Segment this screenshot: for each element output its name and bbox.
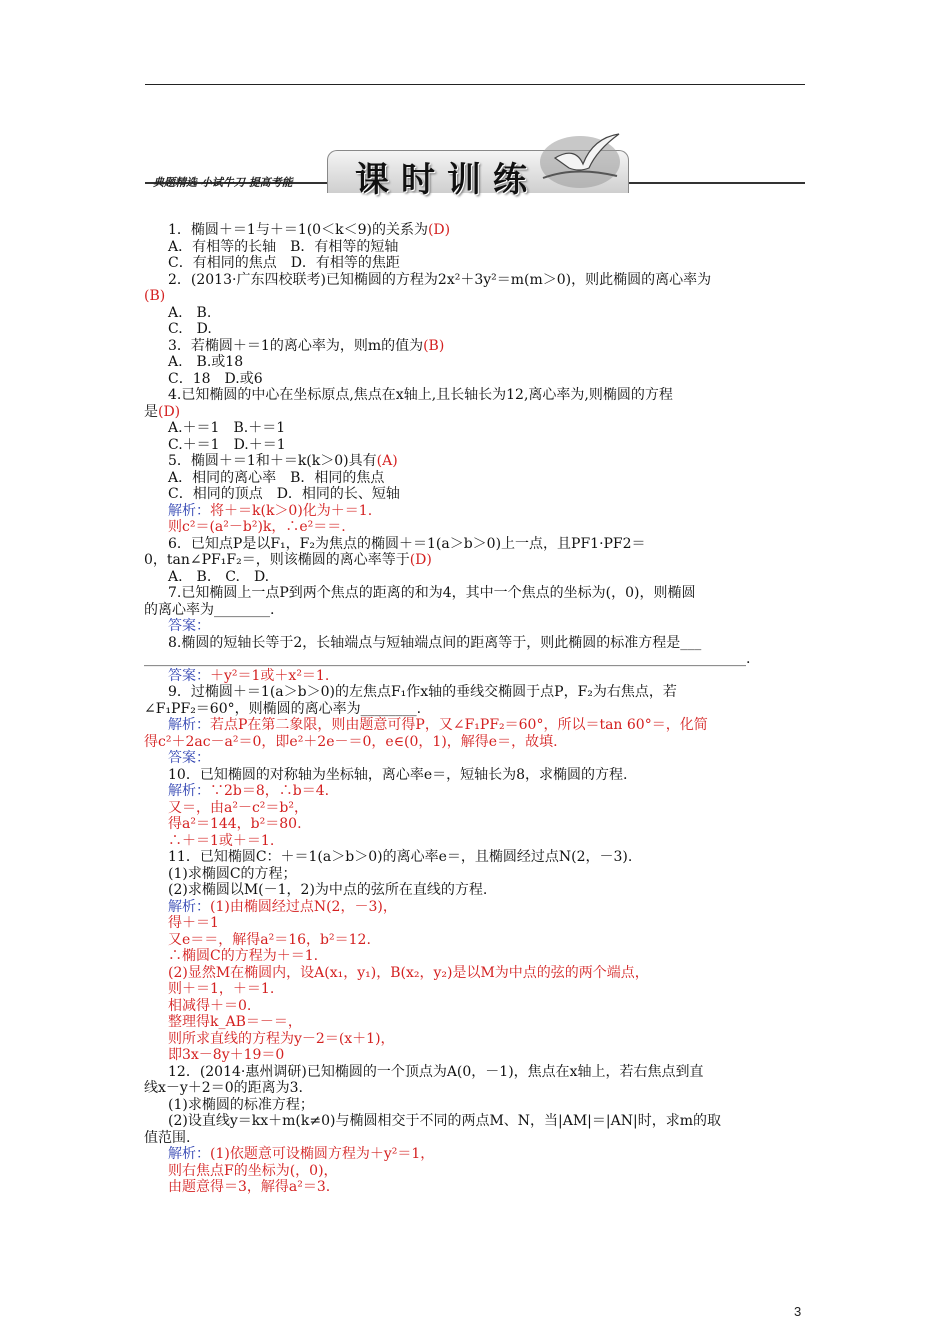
solution-label: 答案： bbox=[168, 618, 210, 634]
text-line bbox=[168, 1097, 806, 1114]
question-text: 值范围. bbox=[144, 1129, 191, 1146]
solution-label: 答案： bbox=[168, 750, 210, 766]
text-line bbox=[168, 255, 806, 272]
page-number: 3 bbox=[794, 1304, 802, 1319]
text-line bbox=[168, 536, 806, 553]
question-text: C. D. bbox=[168, 321, 212, 337]
text-line bbox=[168, 635, 806, 652]
question-text: (1)求椭圆的标准方程； bbox=[168, 1096, 314, 1113]
solution-text: ∴椭圆C的方程为＋＝1. bbox=[168, 948, 319, 964]
text-line bbox=[168, 387, 806, 404]
question-text: 8.椭圆的短轴长等于2，长轴端点与短轴端点间的距离等于，则此椭圆的标准方程是___ bbox=[168, 634, 702, 651]
text-line bbox=[168, 882, 806, 899]
question-text: 12．(2014·惠州调研)已知椭圆的一个顶点为A(0，－1)，焦点在x轴上，若右焦点到直 bbox=[168, 1063, 704, 1080]
text-line bbox=[168, 866, 806, 883]
solution-label: 解析： bbox=[168, 783, 210, 799]
text-line bbox=[168, 371, 806, 388]
question-text: 1．椭圆＋＝1与＋＝1(0＜k＜9)的关系为 bbox=[168, 222, 428, 238]
solution-text: 则＋＝1，＋＝1. bbox=[168, 981, 275, 997]
question-text: C.＋＝1 D.＋＝1 bbox=[168, 436, 286, 453]
solution-text: 则所求直线的方程为y－2＝(x＋1)， bbox=[168, 1030, 395, 1047]
text-line bbox=[168, 338, 806, 355]
banner-subtitle: 典题精选 小试牛刀 提高考能 bbox=[153, 176, 293, 189]
solution-text: 得＋＝1 bbox=[168, 915, 219, 931]
solution-label: 解析： bbox=[168, 1146, 210, 1162]
text-line bbox=[168, 717, 806, 734]
question-text: 2．(2013·广东四校联考)已知椭圆的方程为2x²＋3y²＝m(m＞0)，则此椭圆的离心率为 bbox=[168, 271, 712, 288]
text-line bbox=[168, 915, 806, 932]
text-line bbox=[144, 734, 806, 751]
text-line bbox=[168, 783, 806, 800]
solution-text: ∵2b＝8，∴b＝4. bbox=[210, 783, 330, 799]
text-line bbox=[168, 965, 806, 982]
text-line bbox=[168, 932, 806, 949]
text-line bbox=[168, 1163, 806, 1180]
solution-text: ∴＋＝1或＋＝1. bbox=[168, 832, 275, 849]
header-rule bbox=[145, 84, 805, 85]
answer-choice: (A) bbox=[376, 453, 398, 469]
text-line bbox=[168, 569, 806, 586]
banner-title: 课时训练 bbox=[355, 160, 539, 200]
solution-text: 则右焦点F的坐标为(，0)， bbox=[168, 1162, 338, 1179]
text-line bbox=[168, 1014, 806, 1031]
text-line bbox=[168, 800, 806, 817]
text-line bbox=[168, 833, 806, 850]
question-text: 线x－y＋2＝0的距离为3. bbox=[144, 1080, 303, 1096]
text-line bbox=[168, 503, 806, 520]
question-text: (1)求椭圆C的方程； bbox=[168, 865, 297, 882]
text-line bbox=[168, 1031, 806, 1048]
solution-text: 即3x－8y＋19＝0 bbox=[168, 1047, 285, 1063]
text-line bbox=[168, 684, 806, 701]
question-text: C．18 D.或6 bbox=[168, 370, 263, 387]
answer-choice: (D) bbox=[409, 552, 432, 568]
exercise-content bbox=[144, 222, 806, 1196]
text-line bbox=[144, 651, 806, 668]
answer-choice: (D) bbox=[427, 222, 451, 238]
solution-label: 解析： bbox=[168, 502, 210, 519]
question-text: A．有相等的长轴 B．有相等的短轴 bbox=[168, 238, 399, 255]
question-text: (2)设直线y＝kx＋m(k≠0)与椭圆相交于不同的两点M、N，当|AM|＝|AN|时，求m的取 bbox=[168, 1113, 721, 1129]
solution-text: 则c²＝(a²－b²)k，∴e²＝＝. bbox=[168, 519, 346, 535]
question-text: 5．椭圆＋＝1和＋＝k(k＞0)具有 bbox=[168, 453, 377, 469]
answer-choice: (B) bbox=[144, 288, 166, 304]
question-text: 10．已知椭圆的对称轴为坐标轴，离心率e＝，短轴长为8，求椭圆的方程. bbox=[168, 766, 628, 783]
question-text: A. B. C. D. bbox=[168, 568, 270, 585]
text-line bbox=[144, 552, 806, 569]
text-line bbox=[168, 899, 806, 916]
text-line bbox=[144, 1130, 806, 1147]
question-text: 9．过椭圆＋＝1(a＞b＞0)的左焦点F₁作x轴的垂线交椭圆于点P，F₂为右焦点，若 bbox=[168, 684, 677, 700]
text-line bbox=[168, 1113, 806, 1130]
text-line bbox=[168, 305, 806, 322]
solution-label: 答案： bbox=[168, 667, 210, 684]
solution-label: 解析： bbox=[168, 898, 210, 915]
solution-text: 由题意得＝3，解得a²＝3. bbox=[168, 1179, 331, 1195]
text-line bbox=[168, 222, 806, 239]
solution-text: (1)由椭圆经过点N(2，－3)， bbox=[210, 898, 397, 915]
text-line bbox=[144, 602, 806, 619]
text-line bbox=[168, 618, 806, 635]
question-text: A.＋＝1 B.＋＝1 bbox=[168, 420, 286, 436]
solution-text: 相减得＋＝0. bbox=[168, 997, 252, 1014]
text-line bbox=[168, 519, 806, 536]
question-text: 3．若椭圆＋＝1的离心率为，则m的值为 bbox=[168, 337, 424, 354]
text-line bbox=[168, 816, 806, 833]
section-banner bbox=[145, 128, 805, 198]
solution-text: 将＋＝k(k＞0)化为＋＝1. bbox=[210, 502, 373, 519]
question-text: 4.已知椭圆的中心在坐标原点,焦点在x轴上,且长轴长为12,离心率为,则椭圆的方程 bbox=[168, 387, 673, 403]
solution-label: 解析： bbox=[168, 717, 210, 733]
question-text: 的离心率为________. bbox=[144, 601, 275, 618]
text-line bbox=[144, 1080, 806, 1097]
text-line bbox=[168, 849, 806, 866]
text-line bbox=[168, 750, 806, 767]
question-text: 7.已知椭圆上一点P到两个焦点的距离的和为4，其中一个焦点的坐标为(，0)，则椭圆 bbox=[168, 585, 696, 601]
text-line bbox=[144, 404, 806, 421]
text-line bbox=[168, 470, 806, 487]
text-line bbox=[168, 1047, 806, 1064]
solution-text: 若点P在第二象限，则由题意可得P，又∠F₁PF₂＝60°，所以＝tan 60°＝，化简 bbox=[210, 717, 708, 733]
question-text: 是 bbox=[144, 403, 158, 420]
text-line bbox=[144, 288, 806, 305]
bird-icon bbox=[535, 128, 625, 192]
question-text: 6．已知点P是以F₁，F₂为焦点的椭圆＋＝1(a＞b＞0)上一点，且PF1·PF2＝ bbox=[168, 535, 646, 552]
text-line bbox=[168, 272, 806, 289]
text-line bbox=[168, 668, 806, 685]
text-line bbox=[168, 981, 806, 998]
text-line bbox=[168, 321, 806, 338]
text-line bbox=[168, 1146, 806, 1163]
solution-text: (1)依题意可设椭圆方程为＋y²＝1， bbox=[210, 1146, 435, 1162]
question-text: A. B.或18 bbox=[168, 354, 244, 370]
text-line bbox=[168, 420, 806, 437]
text-line bbox=[168, 585, 806, 602]
answer-choice: (B) bbox=[423, 337, 445, 354]
question-text: A．相同的离心率 B．相同的焦点 bbox=[168, 469, 385, 486]
text-line bbox=[168, 453, 806, 470]
solution-text: 又e＝＝，解得a²＝16，b²＝12. bbox=[168, 931, 371, 948]
solution-text: 得a²＝144，b²＝80. bbox=[168, 816, 302, 832]
text-line bbox=[168, 998, 806, 1015]
solution-text: 又＝，由a²－c²＝b²， bbox=[168, 799, 308, 816]
text-line bbox=[168, 767, 806, 784]
text-line bbox=[168, 354, 806, 371]
text-line bbox=[168, 486, 806, 503]
question-text: A. B. bbox=[168, 304, 212, 321]
question-text: C．有相同的焦点 D．有相等的焦距 bbox=[168, 255, 400, 271]
solution-text: ＋y²＝1或＋x²＝1. bbox=[210, 667, 330, 684]
solution-text: 得c²＋2ac－a²＝0，即e²＋2e－＝0，e∈(0，1)，解得e＝，故填. bbox=[144, 733, 558, 750]
question-text: ∠F₁PF₂＝60°，则椭圆的离心率为________. bbox=[144, 700, 422, 717]
text-line bbox=[168, 1064, 806, 1081]
text-line bbox=[168, 239, 806, 256]
question-text: 0，tan∠PF₁F₂＝，则该椭圆的离心率等于 bbox=[144, 552, 410, 568]
question-text: 11．已知椭圆C：＋＝1(a＞b＞0)的离心率e＝，且椭圆经过点N(2，－3). bbox=[168, 849, 633, 865]
question-text: C．相同的顶点 D．相同的长、短轴 bbox=[168, 486, 400, 502]
text-line bbox=[144, 701, 806, 718]
solution-text: 整理得k_AB＝－＝， bbox=[168, 1014, 302, 1030]
question-text: ______________________________________________________________________________________. bbox=[144, 651, 751, 667]
answer-choice: (D) bbox=[158, 403, 181, 420]
solution-text: (2)显然M在椭圆内，设A(x₁，y₁)，B(x₂，y₂)是以M为中点的弦的两个端点， bbox=[168, 964, 649, 981]
text-line bbox=[168, 437, 806, 454]
text-line bbox=[168, 1179, 806, 1196]
question-text: (2)求椭圆以M(－1，2)为中点的弦所在直线的方程. bbox=[168, 882, 488, 898]
text-line bbox=[168, 948, 806, 965]
